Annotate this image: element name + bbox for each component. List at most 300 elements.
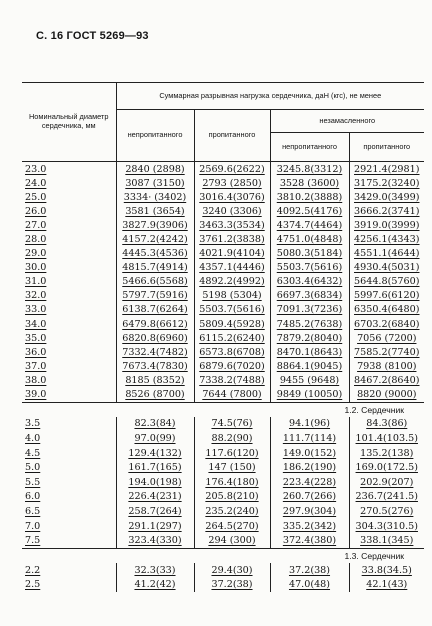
cell-text: 6479.8(6612) xyxy=(122,318,188,330)
cell-text: 37.2(38) xyxy=(211,579,253,591)
cell-text: 4815.7(4914) xyxy=(122,262,188,274)
cell-text: 176.4(180) xyxy=(205,476,259,488)
cell-text: 6.0 xyxy=(25,491,41,503)
header-unmodified: незамасленного xyxy=(270,110,424,133)
value-cell xyxy=(349,176,424,190)
cell-text: 260.7(266) xyxy=(282,491,337,503)
value-cell xyxy=(349,317,424,331)
value-cell xyxy=(194,417,270,432)
value-cell xyxy=(349,261,424,275)
value-cell xyxy=(194,162,270,176)
value-cell xyxy=(116,388,194,403)
cell-text: 5503.7(5616) xyxy=(199,304,265,316)
value-cell xyxy=(270,218,349,232)
value-cell xyxy=(194,359,270,373)
cell-text: 4751.0(4848) xyxy=(276,234,343,246)
header-load-group: Суммарная разрывная нагрузка сердечника, даН (кгс), не менее xyxy=(116,83,424,110)
value-cell xyxy=(194,504,270,519)
value-cell xyxy=(194,446,270,461)
cell-text: 338.1(345) xyxy=(360,535,414,547)
cell-text: 4021.9(4104) xyxy=(199,248,265,260)
cell-text: 7938 (8100) xyxy=(357,360,417,372)
value-cell xyxy=(116,303,194,317)
cell-text: 6.5 xyxy=(25,505,41,517)
diameter-cell xyxy=(22,417,116,432)
header-impregnated: пропитанного xyxy=(194,110,270,162)
cell-text: 4092.5(4176) xyxy=(276,205,343,217)
cell-text: 258.7(264) xyxy=(128,505,182,517)
table-row xyxy=(22,577,424,592)
value-cell xyxy=(116,218,194,232)
value-cell xyxy=(270,232,349,246)
cell-text: 6820.8(6960) xyxy=(122,332,188,344)
cell-text: 4445.3(4536) xyxy=(122,248,188,260)
value-cell xyxy=(116,431,194,446)
cell-text: 205.8(210) xyxy=(205,491,259,503)
cell-text: 4930.4(5031) xyxy=(354,262,420,274)
cell-text: 2569.6(2622) xyxy=(199,163,265,175)
value-cell xyxy=(116,446,194,461)
cell-text: 3827.9(3906) xyxy=(122,219,188,231)
value-cell xyxy=(194,331,270,345)
cell-text: 6138.7(6264) xyxy=(122,304,188,316)
value-cell xyxy=(116,232,194,246)
value-cell xyxy=(116,519,194,534)
cell-text: 9849 (10050) xyxy=(276,389,343,401)
diameter-cell xyxy=(22,533,116,548)
value-cell xyxy=(116,373,194,387)
cell-text: 74.5(76) xyxy=(211,418,253,430)
value-cell xyxy=(194,519,270,534)
cell-text: 27.0 xyxy=(25,219,47,231)
cell-text: 226.4(231) xyxy=(128,491,182,503)
cell-text: 25.0 xyxy=(25,191,47,203)
value-cell xyxy=(116,490,194,505)
cell-text: 9455 (9648) xyxy=(279,374,340,386)
cell-text: 4.0 xyxy=(25,432,41,444)
cell-text: 33.0 xyxy=(25,304,47,316)
table-row xyxy=(22,345,424,359)
value-cell xyxy=(116,504,194,519)
cell-text: 117.6(120) xyxy=(205,447,259,459)
cell-text: 236.7(241.5) xyxy=(355,491,418,503)
value-cell xyxy=(194,431,270,446)
cell-text: 37.0 xyxy=(25,360,47,372)
cell-text: 8820 (9000) xyxy=(357,389,417,401)
value-cell xyxy=(349,190,424,204)
value-cell xyxy=(270,504,349,519)
cell-text: 169.0(172.5) xyxy=(355,462,418,474)
cell-text: 7056 (7200) xyxy=(357,332,417,344)
cell-text: 5997.6(6120) xyxy=(354,290,420,302)
value-cell xyxy=(270,162,349,176)
cell-text: 6703.2(6840) xyxy=(354,318,420,330)
cell-text: 135.2(138) xyxy=(360,447,414,459)
cell-text: 28.0 xyxy=(25,234,47,246)
value-cell xyxy=(116,460,194,475)
table-row xyxy=(22,289,424,303)
cell-text: 6697.3(6834) xyxy=(276,290,343,302)
value-cell xyxy=(270,359,349,373)
value-cell xyxy=(349,533,424,548)
value-cell xyxy=(349,162,424,176)
cell-text: 7.5 xyxy=(25,535,41,547)
table-row xyxy=(22,519,424,534)
cell-text: 297.9(304) xyxy=(282,505,337,517)
cell-text: 3463.3(3534) xyxy=(199,219,265,231)
value-cell xyxy=(349,577,424,592)
value-cell xyxy=(116,475,194,490)
subsection-1-2-title: 1.2. Сердечник xyxy=(344,404,405,415)
table-row xyxy=(22,261,424,275)
value-cell xyxy=(194,577,270,592)
cell-text: 5809.4(5928) xyxy=(199,318,265,330)
cell-text: 3810.2(3888) xyxy=(276,191,343,203)
value-cell xyxy=(349,388,424,403)
value-cell xyxy=(349,359,424,373)
table-row xyxy=(22,162,424,176)
value-cell xyxy=(270,519,349,534)
table-row xyxy=(22,303,424,317)
cell-text: 97.0(99) xyxy=(134,432,176,444)
cell-text: 6303.4(6432) xyxy=(276,276,343,288)
table-row xyxy=(22,431,424,446)
diameter-cell xyxy=(22,289,116,303)
cell-text: 5797.7(5916) xyxy=(122,290,188,302)
value-cell xyxy=(349,504,424,519)
cell-text: 7485.2(7638) xyxy=(276,318,343,330)
cell-text: 294 (300) xyxy=(208,535,256,547)
value-cell xyxy=(270,261,349,275)
cell-text: 6573.8(6708) xyxy=(199,346,265,358)
value-cell xyxy=(194,218,270,232)
cell-text: 304.3(310.5) xyxy=(355,520,418,532)
value-cell xyxy=(349,204,424,218)
cell-text: 5.0 xyxy=(25,462,41,474)
value-cell xyxy=(116,204,194,218)
table-row xyxy=(22,373,424,387)
cell-text: 38.0 xyxy=(25,374,47,386)
value-cell xyxy=(349,345,424,359)
cell-text: 3919.0(3999) xyxy=(354,219,420,231)
header-diameter: Номинальный диаметр сердечника, мм xyxy=(22,83,116,162)
cell-text: 30.0 xyxy=(25,262,47,274)
cell-text: 6350.4(6480) xyxy=(354,304,420,316)
value-cell xyxy=(349,460,424,475)
cell-text: 3761.2(3838) xyxy=(199,234,265,246)
header-impregnated-2: пропитанного xyxy=(363,141,411,151)
diameter-cell xyxy=(22,275,116,289)
cell-text: 88.2(90) xyxy=(211,432,253,444)
cell-text: 5503.7(5616) xyxy=(276,262,343,274)
diameter-cell xyxy=(22,431,116,446)
value-cell xyxy=(116,345,194,359)
value-cell xyxy=(270,475,349,490)
value-cell xyxy=(349,303,424,317)
value-cell xyxy=(270,417,349,432)
diameter-cell xyxy=(22,577,116,592)
value-cell xyxy=(270,533,349,548)
cell-text: 264.5(270) xyxy=(205,520,259,532)
table-row xyxy=(22,446,424,461)
diameter-cell xyxy=(22,504,116,519)
value-cell xyxy=(194,388,270,403)
diameter-cell xyxy=(22,247,116,261)
value-cell xyxy=(194,533,270,548)
value-cell xyxy=(270,331,349,345)
cell-text: 7644 (7800) xyxy=(202,389,262,401)
diameter-cell xyxy=(22,190,116,204)
table-row xyxy=(22,460,424,475)
cell-text: 39.0 xyxy=(25,389,47,401)
value-cell xyxy=(349,519,424,534)
cell-text: 42.1(43) xyxy=(366,579,408,591)
cell-text: 41.2(42) xyxy=(134,579,176,591)
value-cell xyxy=(270,345,349,359)
cell-text: 4374.7(4464) xyxy=(276,219,343,231)
cell-text: 5198 (5304) xyxy=(202,290,262,302)
cell-text: 8526 (8700) xyxy=(125,389,185,401)
cell-text: 3245.8(3312) xyxy=(276,163,343,175)
cell-text: 3666.2(3741) xyxy=(354,205,420,217)
value-cell xyxy=(270,275,349,289)
cell-text: 3.5 xyxy=(25,418,41,430)
cell-text: 111.7(114) xyxy=(282,432,337,444)
value-cell xyxy=(194,490,270,505)
value-cell xyxy=(270,446,349,461)
value-cell xyxy=(270,563,349,578)
value-cell xyxy=(194,460,270,475)
value-cell xyxy=(194,373,270,387)
cell-text: 4157.2(4242) xyxy=(122,234,188,246)
value-cell xyxy=(349,331,424,345)
cell-text: 7879.2(8040) xyxy=(276,332,343,344)
diameter-cell xyxy=(22,317,116,331)
cell-text: 36.0 xyxy=(25,346,47,358)
table-row xyxy=(22,190,424,204)
diameter-cell xyxy=(22,490,116,505)
cell-text: 4892.2(4992) xyxy=(199,276,265,288)
value-cell xyxy=(349,490,424,505)
value-cell xyxy=(270,176,349,190)
value-cell xyxy=(116,417,194,432)
diameter-cell xyxy=(22,232,116,246)
cell-text: 129.4(132) xyxy=(128,447,182,459)
value-cell xyxy=(270,431,349,446)
value-cell xyxy=(116,533,194,548)
subsection-1-3-title: 1.3. Сердечник xyxy=(344,550,405,561)
cell-text: 3581 (3654) xyxy=(125,205,185,217)
value-cell xyxy=(194,261,270,275)
table-row xyxy=(22,275,424,289)
cell-text: 4256.1(4343) xyxy=(354,234,420,246)
value-cell xyxy=(194,563,270,578)
diameter-cell xyxy=(22,331,116,345)
value-cell xyxy=(270,317,349,331)
value-cell xyxy=(116,275,194,289)
table-row xyxy=(22,475,424,490)
diameter-cell xyxy=(22,563,116,578)
cell-text: 235.2(240) xyxy=(205,505,259,517)
diameter-cell xyxy=(22,162,116,176)
cell-text: 23.0 xyxy=(25,163,47,175)
cell-text: 32.0 xyxy=(25,290,47,302)
cell-text: 29.4(30) xyxy=(211,564,253,576)
cell-text: 8185 (8352) xyxy=(125,374,185,386)
cell-text: 2793 (2850) xyxy=(202,177,262,189)
cell-text: 2921.4(2981) xyxy=(354,163,420,175)
value-cell xyxy=(270,373,349,387)
cell-text: 34.0 xyxy=(25,318,47,330)
cell-text: 7338.2(7488) xyxy=(199,374,265,386)
header-unimpregnated: непропитанного xyxy=(116,110,194,162)
tensile-load-table xyxy=(22,82,424,592)
diameter-cell xyxy=(22,519,116,534)
diameter-cell xyxy=(22,176,116,190)
diameter-cell xyxy=(22,303,116,317)
table-row xyxy=(22,490,424,505)
cell-text: 8864.1(9045) xyxy=(276,360,343,372)
value-cell xyxy=(116,317,194,331)
table-row xyxy=(22,417,424,432)
cell-text: 372.4(380) xyxy=(282,535,337,547)
diameter-cell xyxy=(22,388,116,403)
cell-text: 4357.1(4446) xyxy=(199,262,265,274)
value-cell xyxy=(270,577,349,592)
cell-text: 33.8(34.5) xyxy=(361,564,412,576)
value-cell xyxy=(116,289,194,303)
value-cell xyxy=(270,190,349,204)
value-cell xyxy=(349,275,424,289)
cell-text: 5.5 xyxy=(25,476,41,488)
value-cell xyxy=(349,446,424,461)
diameter-cell xyxy=(22,204,116,218)
cell-text: 8470.1(8643) xyxy=(276,346,343,358)
cell-text: 202.9(207) xyxy=(360,476,414,488)
cell-text: 7.0 xyxy=(25,520,41,532)
cell-text: 3016.4(3076) xyxy=(199,191,265,203)
value-cell xyxy=(194,204,270,218)
cell-text: 270.5(276) xyxy=(360,505,414,517)
cell-text: 2.2 xyxy=(25,564,41,576)
value-cell xyxy=(349,475,424,490)
diameter-cell xyxy=(22,359,116,373)
cell-text: 94.1(96) xyxy=(288,418,331,430)
value-cell xyxy=(194,345,270,359)
value-cell xyxy=(349,218,424,232)
cell-text: 5080.3(5184) xyxy=(276,248,343,260)
section-1-rows xyxy=(22,162,424,402)
table-row xyxy=(22,176,424,190)
cell-text: 3528 (3600) xyxy=(279,177,340,189)
cell-text: 3240 (3306) xyxy=(202,205,262,217)
table-row xyxy=(22,317,424,331)
cell-text: 26.0 xyxy=(25,205,47,217)
table-row xyxy=(22,359,424,373)
cell-text: 3175.2(3240) xyxy=(354,177,420,189)
cell-text: 223.4(228) xyxy=(282,476,337,488)
cell-text: 32.3(33) xyxy=(134,564,176,576)
value-cell xyxy=(194,232,270,246)
table-row xyxy=(22,331,424,345)
diameter-cell xyxy=(22,460,116,475)
value-cell xyxy=(270,303,349,317)
value-cell xyxy=(194,303,270,317)
cell-text: 7332.4(7482) xyxy=(122,346,188,358)
value-cell xyxy=(116,577,194,592)
diameter-cell xyxy=(22,218,116,232)
value-cell xyxy=(116,176,194,190)
value-cell xyxy=(116,563,194,578)
value-cell xyxy=(116,331,194,345)
cell-text: 37.2(38) xyxy=(288,564,331,576)
cell-text: 6879.6(7020) xyxy=(199,360,265,372)
cell-text: 147 (150) xyxy=(208,462,256,474)
value-cell xyxy=(270,388,349,403)
cell-text: 194.0(198) xyxy=(128,476,182,488)
cell-text: 7585.2(7740) xyxy=(354,346,420,358)
cell-text: 8467.2(8640) xyxy=(354,374,420,386)
value-cell xyxy=(116,162,194,176)
value-cell xyxy=(270,490,349,505)
cell-text: 6115.2(6240) xyxy=(199,332,265,344)
value-cell xyxy=(194,289,270,303)
value-cell xyxy=(349,289,424,303)
cell-text: 2840 (2898) xyxy=(125,163,185,175)
cell-text: 24.0 xyxy=(25,177,47,189)
cell-text: 323.4(330) xyxy=(128,535,182,547)
value-cell xyxy=(349,417,424,432)
table-row xyxy=(22,232,424,246)
table-row xyxy=(22,204,424,218)
cell-text: 5644.8(5760) xyxy=(354,276,420,288)
section-2-rows xyxy=(22,417,424,549)
cell-text: 35.0 xyxy=(25,332,47,344)
value-cell xyxy=(194,275,270,289)
cell-text: 4551.1(4644) xyxy=(354,248,420,260)
cell-text: 2.5 xyxy=(25,579,41,591)
table-row xyxy=(22,504,424,519)
section-3-rows xyxy=(22,563,424,592)
value-cell xyxy=(349,431,424,446)
value-cell xyxy=(194,190,270,204)
cell-text: 335.2(342) xyxy=(282,520,337,532)
value-cell xyxy=(349,247,424,261)
value-cell xyxy=(270,247,349,261)
value-cell xyxy=(349,563,424,578)
value-cell xyxy=(270,289,349,303)
diameter-cell xyxy=(22,373,116,387)
value-cell xyxy=(194,317,270,331)
cell-text: 101.4(103.5) xyxy=(355,432,418,444)
value-cell xyxy=(349,373,424,387)
cell-text: 47.0(48) xyxy=(288,579,331,591)
cell-text: 149.0(152) xyxy=(282,447,337,459)
value-cell xyxy=(270,204,349,218)
cell-text: 291.1(297) xyxy=(128,520,182,532)
cell-text: 3429.0(3499) xyxy=(354,191,420,203)
cell-text: 29.0 xyxy=(25,248,47,260)
table-row xyxy=(22,533,424,548)
table-row xyxy=(22,388,424,403)
value-cell xyxy=(194,247,270,261)
diameter-cell xyxy=(22,446,116,461)
value-cell xyxy=(116,247,194,261)
cell-text: 161.7(165) xyxy=(128,462,182,474)
value-cell xyxy=(194,176,270,190)
table-row xyxy=(22,563,424,578)
value-cell xyxy=(116,261,194,275)
